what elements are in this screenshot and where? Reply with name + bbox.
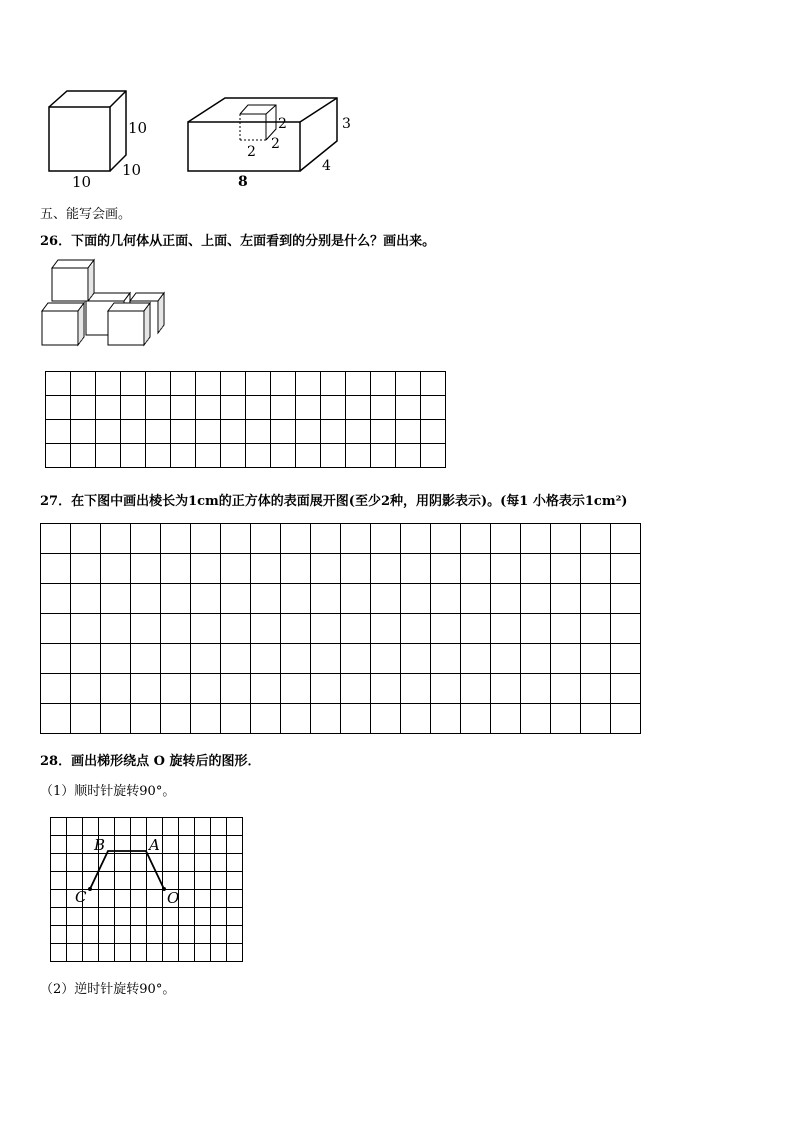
- grid-cell[interactable]: [461, 704, 491, 734]
- grid-cell[interactable]: [521, 614, 551, 644]
- grid-q26[interactable]: [45, 371, 446, 468]
- grid-cell[interactable]: [251, 704, 281, 734]
- grid-cell[interactable]: [581, 704, 611, 734]
- grid-cell[interactable]: [521, 704, 551, 734]
- question-28-part-2: （2）逆时针旋转90°。: [40, 982, 176, 997]
- grid-cell[interactable]: [401, 644, 431, 674]
- grid-cell[interactable]: [431, 614, 461, 644]
- trapezoid-figure: [50, 817, 250, 967]
- grid-cell[interactable]: [341, 524, 371, 554]
- box-figure: [180, 85, 360, 190]
- grid-cell[interactable]: [551, 554, 581, 584]
- grid-cell[interactable]: [371, 396, 396, 420]
- grid-cell[interactable]: [431, 554, 461, 584]
- grid-cell[interactable]: [221, 420, 246, 444]
- grid-cell[interactable]: [131, 524, 161, 554]
- grid-cell[interactable]: [101, 614, 131, 644]
- cube-figure: [40, 85, 160, 190]
- grid-cell[interactable]: [491, 554, 521, 584]
- grid-cell[interactable]: [551, 674, 581, 704]
- grid-cell[interactable]: [221, 674, 251, 704]
- cube-depth-label: 10: [122, 161, 142, 179]
- grid-cell[interactable]: [161, 584, 191, 614]
- grid-cell[interactable]: [371, 584, 401, 614]
- grid-cell[interactable]: [221, 372, 246, 396]
- grid-cell[interactable]: [311, 584, 341, 614]
- grid-cell[interactable]: [271, 444, 296, 468]
- question-28: 28．画出梯形绕点 O 旋转后的图形．: [40, 754, 261, 769]
- grid-cell[interactable]: [421, 420, 446, 444]
- grid-cell[interactable]: [281, 614, 311, 644]
- grid-cell[interactable]: [121, 444, 146, 468]
- grid-cell[interactable]: [41, 524, 71, 554]
- grid-cell[interactable]: [371, 372, 396, 396]
- grid-cell[interactable]: [401, 614, 431, 644]
- grid-cell[interactable]: [46, 420, 71, 444]
- grid-cell[interactable]: [96, 372, 121, 396]
- grid-cell[interactable]: [191, 704, 221, 734]
- grid-cell[interactable]: [421, 444, 446, 468]
- grid-cell[interactable]: [551, 614, 581, 644]
- grid-cell[interactable]: [251, 524, 281, 554]
- grid-cell[interactable]: [121, 396, 146, 420]
- grid-cell[interactable]: [321, 420, 346, 444]
- grid-cell[interactable]: [461, 614, 491, 644]
- grid-cell[interactable]: [611, 554, 641, 584]
- grid-cell[interactable]: [131, 644, 161, 674]
- grid-cell[interactable]: [131, 614, 161, 644]
- grid-cell[interactable]: [321, 444, 346, 468]
- grid-cell[interactable]: [146, 420, 171, 444]
- grid-cell[interactable]: [71, 704, 101, 734]
- grid-cell[interactable]: [281, 674, 311, 704]
- grid-cell[interactable]: [71, 674, 101, 704]
- grid-cell[interactable]: [101, 644, 131, 674]
- grid-cell[interactable]: [41, 584, 71, 614]
- grid-cell[interactable]: [611, 644, 641, 674]
- grid-cell[interactable]: [251, 584, 281, 614]
- grid-cell[interactable]: [461, 584, 491, 614]
- grid-cell[interactable]: [581, 584, 611, 614]
- grid-cell[interactable]: [346, 420, 371, 444]
- grid-cell[interactable]: [131, 704, 161, 734]
- grid-cell[interactable]: [71, 644, 101, 674]
- grid-cell[interactable]: [491, 614, 521, 644]
- grid-cell[interactable]: [221, 584, 251, 614]
- grid-cell[interactable]: [221, 396, 246, 420]
- cutout-label-height: 2: [278, 116, 287, 132]
- grid-cell[interactable]: [341, 584, 371, 614]
- grid-cell[interactable]: [101, 584, 131, 614]
- grid-cell[interactable]: [41, 554, 71, 584]
- grid-cell[interactable]: [461, 674, 491, 704]
- cube-front-label: 10: [72, 173, 92, 190]
- cube-height-label: 10: [128, 119, 148, 137]
- grid-cell[interactable]: [246, 372, 271, 396]
- box-width-label: 4: [322, 158, 331, 174]
- grid-cell[interactable]: [171, 372, 196, 396]
- grid-cell[interactable]: [346, 372, 371, 396]
- grid-cell[interactable]: [171, 444, 196, 468]
- question-27: 27．在下图中画出棱长为1cm的正方体的表面展开图(至少2种，用阴影表示)。(每1 小格表示1cm²): [40, 494, 628, 509]
- grid-cell[interactable]: [191, 614, 221, 644]
- grid-cell[interactable]: [71, 396, 96, 420]
- grid-cell[interactable]: [296, 420, 321, 444]
- grid-cell[interactable]: [491, 584, 521, 614]
- grid-cell[interactable]: [271, 420, 296, 444]
- grid-cell[interactable]: [196, 372, 221, 396]
- grid-cell[interactable]: [281, 524, 311, 554]
- grid-cell[interactable]: [431, 704, 461, 734]
- grid-cell[interactable]: [431, 674, 461, 704]
- grid-cell[interactable]: [121, 420, 146, 444]
- question-28-part-1: （1）顺时针旋转90°。: [40, 784, 176, 799]
- grid-cell[interactable]: [311, 524, 341, 554]
- grid-cell[interactable]: [371, 704, 401, 734]
- grid-cell[interactable]: [121, 372, 146, 396]
- point-c: [88, 887, 92, 891]
- point-o: [162, 887, 166, 891]
- grid-cell[interactable]: [341, 704, 371, 734]
- grid-cell[interactable]: [311, 554, 341, 584]
- grid-cell[interactable]: [221, 704, 251, 734]
- grid-cell[interactable]: [461, 554, 491, 584]
- grid-cell[interactable]: [41, 674, 71, 704]
- grid-cell[interactable]: [346, 444, 371, 468]
- grid-cell[interactable]: [96, 444, 121, 468]
- grid-cell[interactable]: [221, 644, 251, 674]
- grid-cell[interactable]: [431, 584, 461, 614]
- grid-cell[interactable]: [191, 554, 221, 584]
- grid-cell[interactable]: [146, 396, 171, 420]
- point-a-label: A: [149, 836, 160, 854]
- grid-cell[interactable]: [251, 644, 281, 674]
- grid-cell[interactable]: [71, 372, 96, 396]
- point-c-label: C: [75, 888, 87, 906]
- grid-cell[interactable]: [581, 614, 611, 644]
- grid-cell[interactable]: [271, 396, 296, 420]
- grid-cell[interactable]: [396, 444, 421, 468]
- grid-cell[interactable]: [246, 420, 271, 444]
- grid-cell[interactable]: [161, 674, 191, 704]
- grid-cell[interactable]: [251, 554, 281, 584]
- grid-cell[interactable]: [171, 420, 196, 444]
- grid-cell[interactable]: [221, 554, 251, 584]
- grid-cell[interactable]: [491, 644, 521, 674]
- grid-cell[interactable]: [401, 524, 431, 554]
- grid-cell[interactable]: [191, 674, 221, 704]
- grid-cell[interactable]: [321, 372, 346, 396]
- grid-cell[interactable]: [196, 444, 221, 468]
- grid-cell[interactable]: [46, 396, 71, 420]
- grid-cell[interactable]: [401, 584, 431, 614]
- grid-cell[interactable]: [461, 524, 491, 554]
- grid-cell[interactable]: [521, 644, 551, 674]
- grid-cell[interactable]: [161, 644, 191, 674]
- grid-cell[interactable]: [191, 584, 221, 614]
- grid-cell[interactable]: [191, 644, 221, 674]
- grid-cell[interactable]: [371, 524, 401, 554]
- grid-cell[interactable]: [46, 372, 71, 396]
- grid-cell[interactable]: [171, 396, 196, 420]
- grid-cell[interactable]: [461, 644, 491, 674]
- grid-cell[interactable]: [311, 614, 341, 644]
- grid-cell[interactable]: [371, 614, 401, 644]
- grid-cell[interactable]: [96, 420, 121, 444]
- grid-cell[interactable]: [46, 444, 71, 468]
- grid-cell[interactable]: [431, 644, 461, 674]
- grid-cell[interactable]: [611, 704, 641, 734]
- grid-q27[interactable]: [40, 523, 641, 734]
- grid-cell[interactable]: [101, 674, 131, 704]
- grid-cell[interactable]: [311, 644, 341, 674]
- point-o-label: O: [167, 889, 180, 907]
- grid-cell[interactable]: [191, 524, 221, 554]
- grid-cell[interactable]: [71, 444, 96, 468]
- grid-cell[interactable]: [341, 554, 371, 584]
- grid-cell[interactable]: [71, 614, 101, 644]
- grid-cell[interactable]: [421, 396, 446, 420]
- grid-cell[interactable]: [521, 524, 551, 554]
- grid-cell[interactable]: [71, 524, 101, 554]
- grid-cell[interactable]: [611, 614, 641, 644]
- grid-cell[interactable]: [161, 704, 191, 734]
- grid-cell[interactable]: [321, 396, 346, 420]
- grid-cell[interactable]: [611, 584, 641, 614]
- grid-cell[interactable]: [161, 614, 191, 644]
- grid-cell[interactable]: [101, 524, 131, 554]
- grid-cell[interactable]: [371, 644, 401, 674]
- question-26: 26．下面的几何体从正面、上面、左面看到的分别是什么？画出来。: [40, 234, 436, 249]
- grid-cell[interactable]: [491, 524, 521, 554]
- grid-cell[interactable]: [611, 674, 641, 704]
- grid-cell[interactable]: [431, 524, 461, 554]
- grid-cell[interactable]: [401, 704, 431, 734]
- grid-cell[interactable]: [491, 674, 521, 704]
- grid-cell[interactable]: [251, 614, 281, 644]
- grid-cell[interactable]: [251, 674, 281, 704]
- grid-cell[interactable]: [341, 644, 371, 674]
- grid-cell[interactable]: [401, 554, 431, 584]
- grid-cell[interactable]: [131, 584, 161, 614]
- grid-cell[interactable]: [161, 524, 191, 554]
- grid-cell[interactable]: [581, 554, 611, 584]
- grid-cell[interactable]: [131, 674, 161, 704]
- grid-cell[interactable]: [71, 554, 101, 584]
- grid-cell[interactable]: [196, 420, 221, 444]
- grid-cell[interactable]: [341, 614, 371, 644]
- grid-cell[interactable]: [581, 674, 611, 704]
- grid-cell[interactable]: [246, 444, 271, 468]
- box-height-label: 3: [342, 116, 351, 132]
- grid-cell[interactable]: [311, 704, 341, 734]
- grid-cell[interactable]: [41, 704, 71, 734]
- grid-cell[interactable]: [271, 372, 296, 396]
- grid-cell[interactable]: [161, 554, 191, 584]
- grid-cell[interactable]: [71, 584, 101, 614]
- grid-cell[interactable]: [551, 644, 581, 674]
- grid-cell[interactable]: [221, 614, 251, 644]
- grid-cell[interactable]: [371, 420, 396, 444]
- grid-cell[interactable]: [41, 644, 71, 674]
- grid-cell[interactable]: [521, 554, 551, 584]
- grid-cell[interactable]: [521, 584, 551, 614]
- grid-cell[interactable]: [521, 674, 551, 704]
- grid-cell[interactable]: [551, 704, 581, 734]
- grid-cell[interactable]: [131, 554, 161, 584]
- grid-cell[interactable]: [96, 396, 121, 420]
- grid-cell[interactable]: [346, 396, 371, 420]
- grid-cell[interactable]: [281, 644, 311, 674]
- point-b-label: B: [94, 836, 106, 854]
- grid-cell[interactable]: [396, 396, 421, 420]
- grid-cell[interactable]: [221, 524, 251, 554]
- grid-cell[interactable]: [71, 420, 96, 444]
- grid-cell[interactable]: [401, 674, 431, 704]
- grid-cell[interactable]: [296, 372, 321, 396]
- grid-cell[interactable]: [296, 444, 321, 468]
- grid-cell[interactable]: [421, 372, 446, 396]
- grid-cell[interactable]: [281, 584, 311, 614]
- cubes-solid-figure: [36, 255, 166, 350]
- section-heading: 五、能写会画。: [40, 207, 132, 222]
- grid-cell[interactable]: [491, 704, 521, 734]
- grid-cell[interactable]: [146, 444, 171, 468]
- cutout-label-width: 2: [247, 144, 256, 160]
- grid-cell[interactable]: [146, 372, 171, 396]
- grid-cell[interactable]: [581, 524, 611, 554]
- grid-cell[interactable]: [396, 420, 421, 444]
- grid-cell[interactable]: [281, 554, 311, 584]
- grid-cell[interactable]: [581, 644, 611, 674]
- grid-cell[interactable]: [221, 444, 246, 468]
- grid-cell[interactable]: [101, 704, 131, 734]
- grid-cell[interactable]: [41, 614, 71, 644]
- grid-cell[interactable]: [246, 396, 271, 420]
- cutout-label-depth: 2: [271, 136, 280, 152]
- box-length-label: 8: [238, 174, 248, 190]
- grid-cell[interactable]: [196, 396, 221, 420]
- grid-cell[interactable]: [311, 674, 341, 704]
- grid-cell[interactable]: [551, 524, 581, 554]
- grid-cell[interactable]: [281, 704, 311, 734]
- grid-cell[interactable]: [371, 554, 401, 584]
- grid-cell[interactable]: [396, 372, 421, 396]
- grid-cell[interactable]: [371, 674, 401, 704]
- grid-cell[interactable]: [296, 396, 321, 420]
- grid-cell[interactable]: [341, 674, 371, 704]
- grid-cell[interactable]: [101, 554, 131, 584]
- grid-cell[interactable]: [371, 444, 396, 468]
- grid-cell[interactable]: [611, 524, 641, 554]
- grid-cell[interactable]: [551, 584, 581, 614]
